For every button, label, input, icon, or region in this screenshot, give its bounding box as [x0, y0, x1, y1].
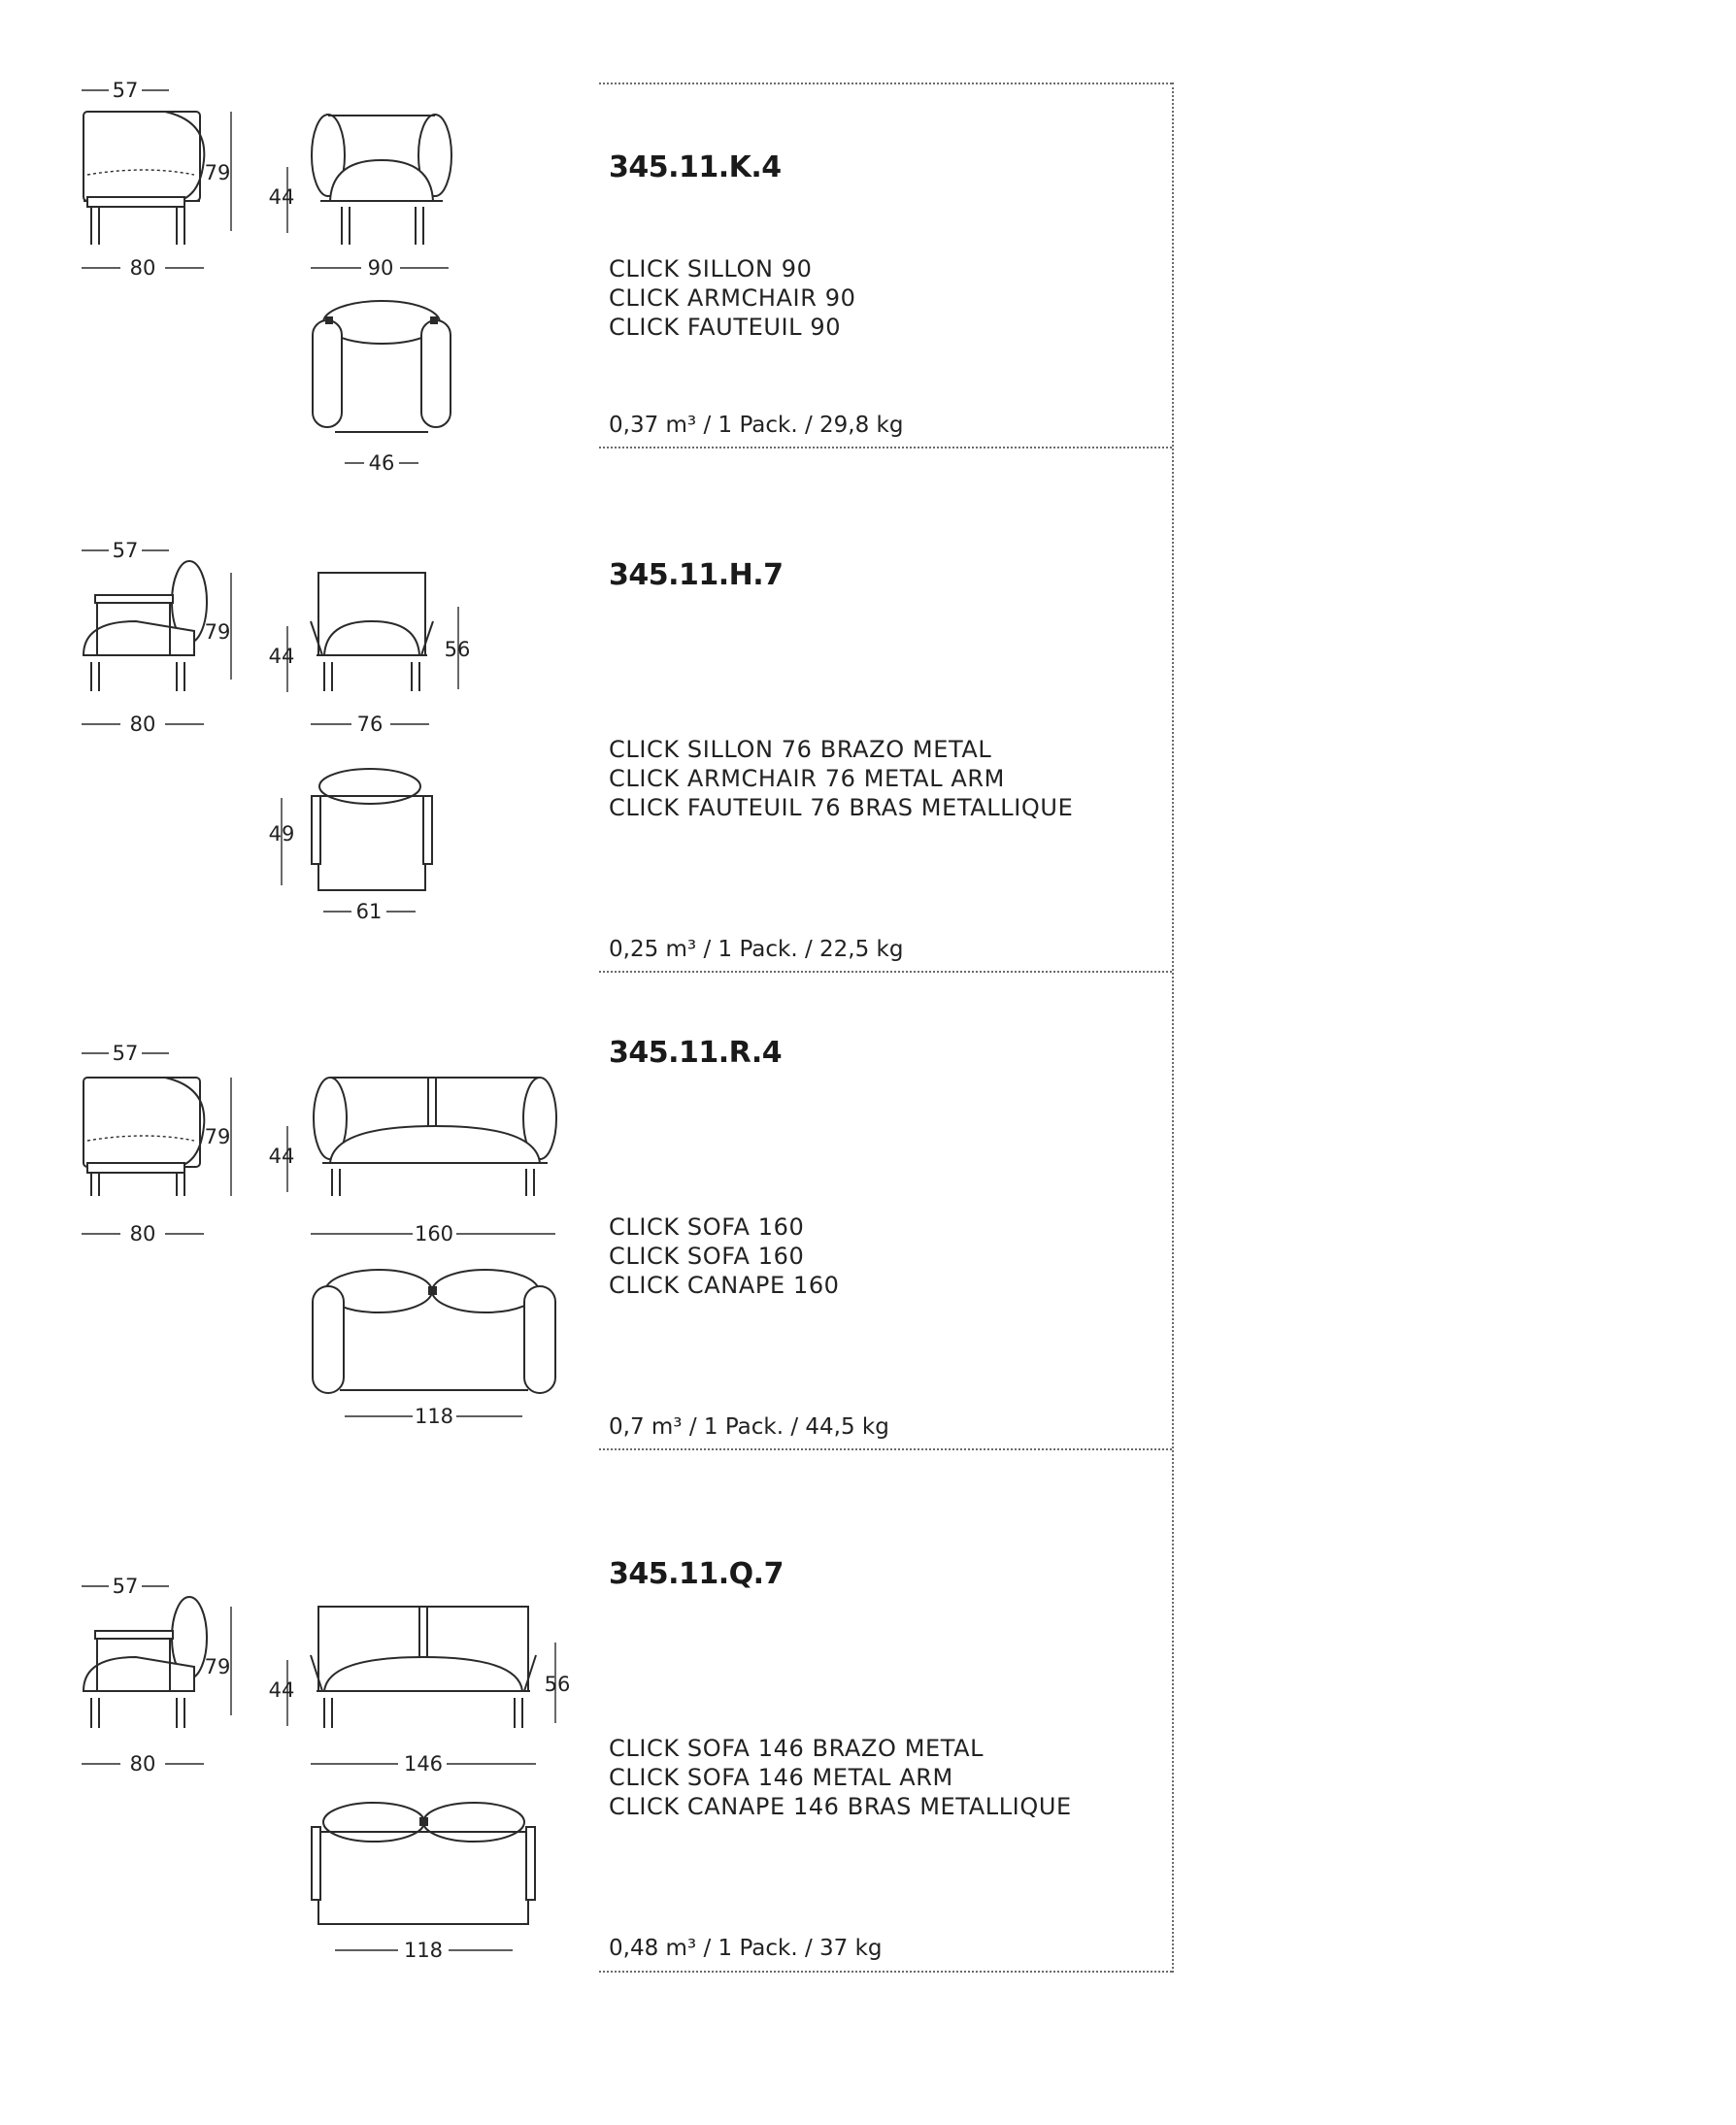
product-code: 345.11.Q.7: [609, 1557, 784, 1591]
dim-arm-height: 56: [444, 638, 471, 661]
name-en: CLICK SOFA 160: [609, 1243, 805, 1270]
name-en: CLICK ARMCHAIR 76 METAL ARM: [609, 765, 1005, 792]
name-es: CLICK SOFA 160: [609, 1213, 805, 1241]
product-drawings: [0, 447, 592, 971]
front-view: [269, 1607, 571, 1776]
dim-height: 79: [204, 161, 231, 184]
dim-height: 79: [204, 1655, 231, 1678]
product-drawings: [0, 1448, 592, 1973]
name-es: CLICK SOFA 146 BRAZO METAL: [609, 1735, 985, 1762]
pack-info: 0,25 m³ / 1 Pack. / 22,5 kg: [609, 937, 904, 962]
name-es: CLICK SILLON 76 BRAZO METAL: [609, 736, 992, 763]
product-code: 345.11.R.4: [609, 1036, 783, 1070]
product-row: [0, 79, 1736, 475]
name-es: CLICK SILLON 90: [609, 255, 813, 282]
dim-side-depth: 57: [112, 539, 139, 562]
side-view: [82, 1575, 231, 1776]
dim-arm-height: 56: [544, 1673, 571, 1696]
top-view: [312, 1803, 535, 1962]
dim-side-depth: 57: [112, 79, 139, 102]
top-view: [269, 769, 432, 923]
sofa-146-drawing: [0, 1448, 592, 1973]
product-code: 345.11.H.7: [609, 558, 784, 592]
side-view: [82, 539, 231, 736]
product-info: [599, 83, 1172, 447]
name-fr: CLICK FAUTEUIL 76 BRAS METALLIQUE: [609, 794, 1074, 821]
dim-length: 80: [129, 1752, 156, 1776]
dim-seat-height: 44: [268, 645, 295, 668]
product-names: [609, 1734, 1072, 1821]
front-view: [269, 115, 451, 280]
name-en: CLICK ARMCHAIR 90: [609, 284, 856, 312]
side-view: [82, 1042, 231, 1245]
front-view: [269, 1078, 556, 1245]
side-view: [82, 79, 231, 280]
pack-info: 0,37 m³ / 1 Pack. / 29,8 kg: [609, 413, 904, 438]
product-row: [0, 1448, 1736, 1973]
dim-seat-depth: 49: [268, 822, 295, 846]
product-names: [609, 735, 1073, 822]
product-drawings: [0, 79, 592, 475]
product-row: [0, 971, 1736, 1448]
armchair-76-drawing: [0, 447, 592, 971]
dim-seat-height: 44: [268, 185, 295, 209]
dim-length: 80: [129, 256, 156, 280]
name-en: CLICK SOFA 146 METAL ARM: [609, 1764, 953, 1791]
name-fr: CLICK CANAPE 160: [609, 1272, 840, 1299]
dim-seat-width: 118: [403, 1939, 444, 1962]
product-code: 345.11.K.4: [609, 150, 782, 184]
dim-seat-height: 44: [268, 1145, 295, 1168]
product-names: [609, 254, 855, 342]
front-view: [269, 573, 471, 736]
dim-width: 76: [356, 713, 384, 736]
product-names: [609, 1212, 840, 1300]
armchair-90-drawing: [0, 79, 592, 475]
dim-seat-depth: 46: [368, 451, 395, 475]
product-info: [599, 971, 1172, 1448]
dim-width: 160: [414, 1222, 454, 1245]
name-fr: CLICK FAUTEUIL 90: [609, 314, 842, 341]
product-row: [0, 447, 1736, 971]
sofa-160-drawing: [0, 971, 592, 1448]
dim-seat-width: 118: [414, 1405, 454, 1428]
dim-width: 146: [403, 1752, 444, 1776]
dim-length: 80: [129, 713, 156, 736]
dim-seat-height: 44: [268, 1678, 295, 1702]
dim-width: 90: [367, 256, 394, 280]
pack-info: 0,48 m³ / 1 Pack. / 37 kg: [609, 1936, 883, 1961]
top-view: [313, 1270, 555, 1428]
dim-seat-width: 61: [355, 900, 383, 923]
product-info: [599, 447, 1172, 971]
dim-height: 79: [204, 620, 231, 644]
pack-info: 0,7 m³ / 1 Pack. / 44,5 kg: [609, 1414, 889, 1440]
product-info: [599, 1448, 1172, 1973]
product-drawings: [0, 971, 592, 1448]
dim-side-depth: 57: [112, 1575, 139, 1598]
dim-height: 79: [204, 1125, 231, 1148]
dim-length: 80: [129, 1222, 156, 1245]
dim-side-depth: 57: [112, 1042, 139, 1065]
name-fr: CLICK CANAPE 146 BRAS METALLIQUE: [609, 1793, 1072, 1820]
